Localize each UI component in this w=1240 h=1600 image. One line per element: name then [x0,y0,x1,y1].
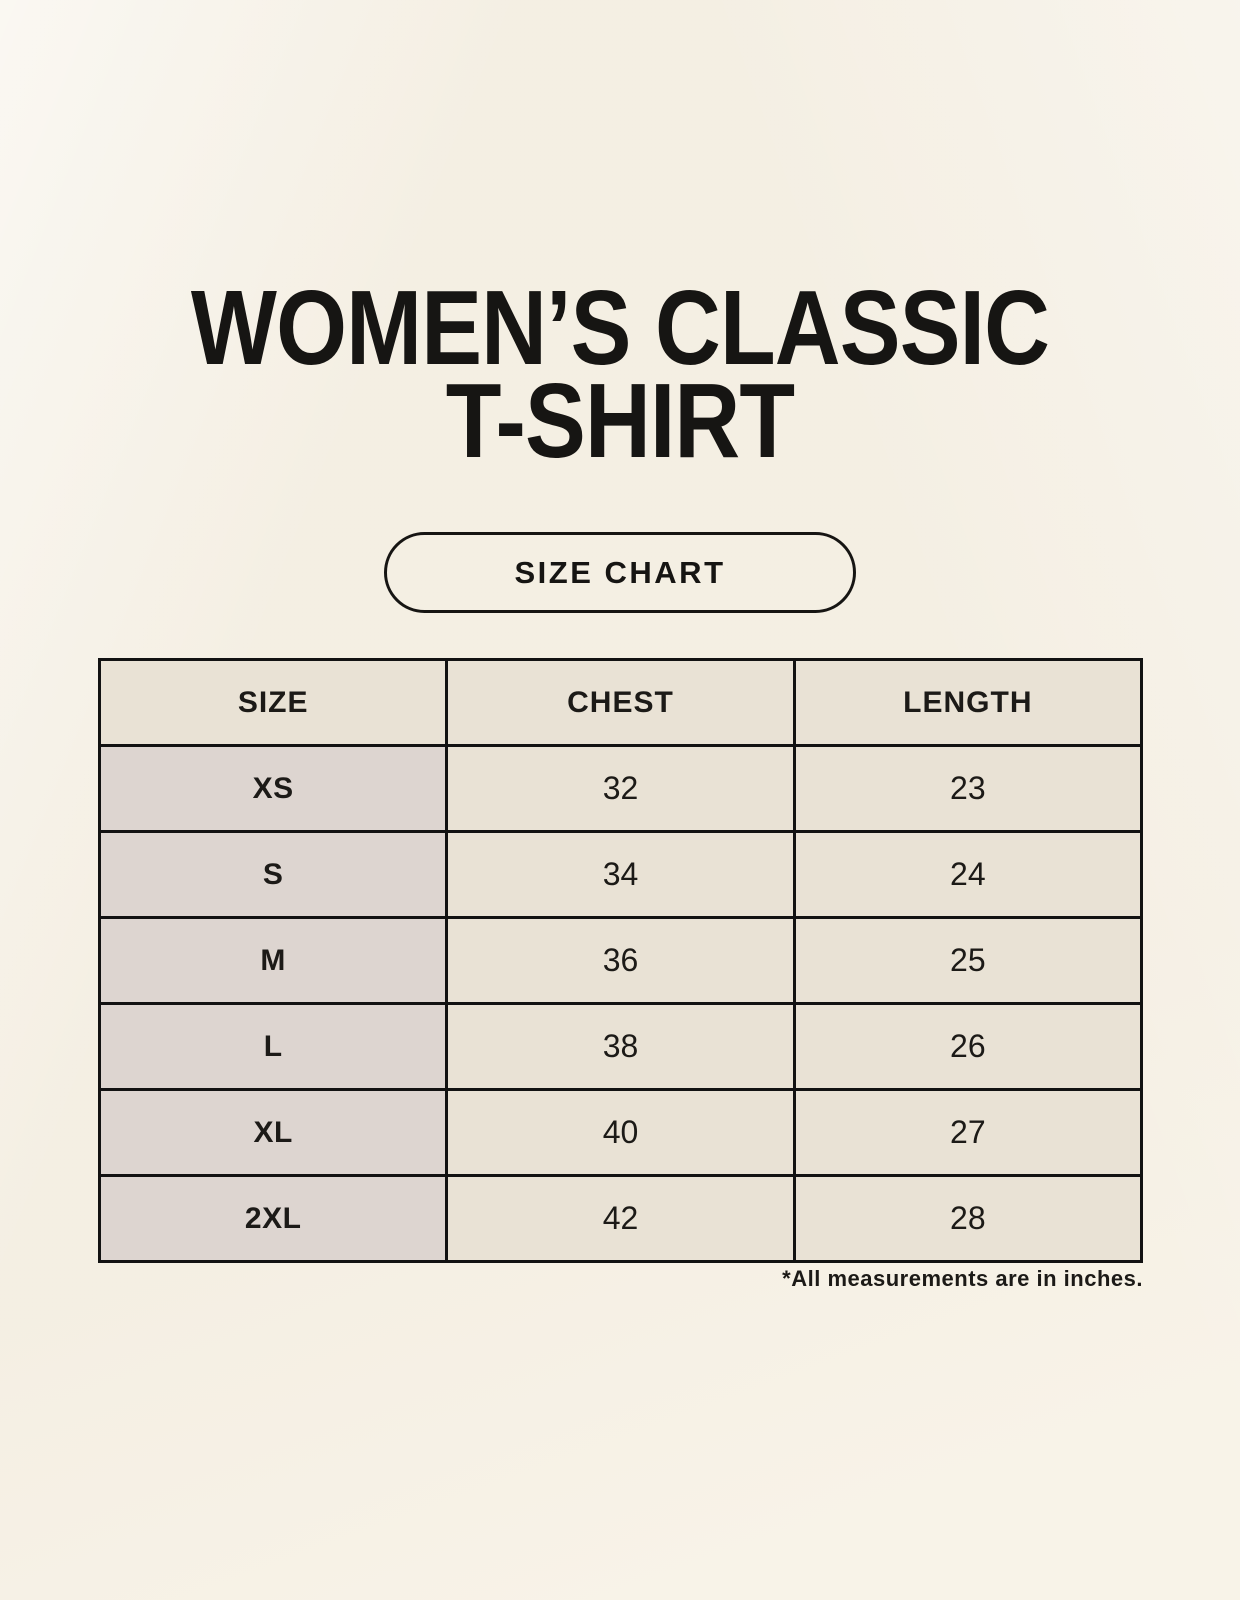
product-title-line2: T-SHIRT [445,362,795,481]
column-header-length: LENGTH [794,660,1141,746]
length-value: 26 [794,1004,1141,1090]
table-row [100,918,1142,1004]
size-label: L [100,1004,447,1090]
length-value: 27 [794,1090,1141,1176]
chest-value: 32 [447,746,794,832]
length-value: 24 [794,832,1141,918]
table-row [100,1004,1142,1090]
chest-value: 38 [447,1004,794,1090]
chest-value: 40 [447,1090,794,1176]
column-header-size: SIZE [100,660,447,746]
table-header-row [100,660,1142,746]
size-label: S [100,832,447,918]
length-value: 28 [794,1176,1141,1262]
column-header-chest: CHEST [447,660,794,746]
chest-value: 42 [447,1176,794,1262]
product-title-line1: WOMEN’S CLASSIC [190,269,1050,387]
table-row [100,746,1142,832]
chest-value: 34 [447,832,794,918]
chest-value: 36 [447,918,794,1004]
length-value: 25 [794,918,1141,1004]
table-row [100,832,1142,918]
size-label: M [100,918,447,1004]
size-chart-badge [384,532,856,613]
length-value: 23 [794,746,1141,832]
product-title [87,269,1153,481]
measurements-footnote: *All measurements are in inches. [782,1266,1143,1291]
table-row [100,1090,1142,1176]
size-chart-badge-label: SIZE CHART [514,554,726,590]
size-label: 2XL [100,1176,447,1262]
size-label: XL [100,1090,447,1176]
size-label: XS [100,746,447,832]
table-row [100,1176,1142,1262]
size-chart-table [98,658,1143,1263]
